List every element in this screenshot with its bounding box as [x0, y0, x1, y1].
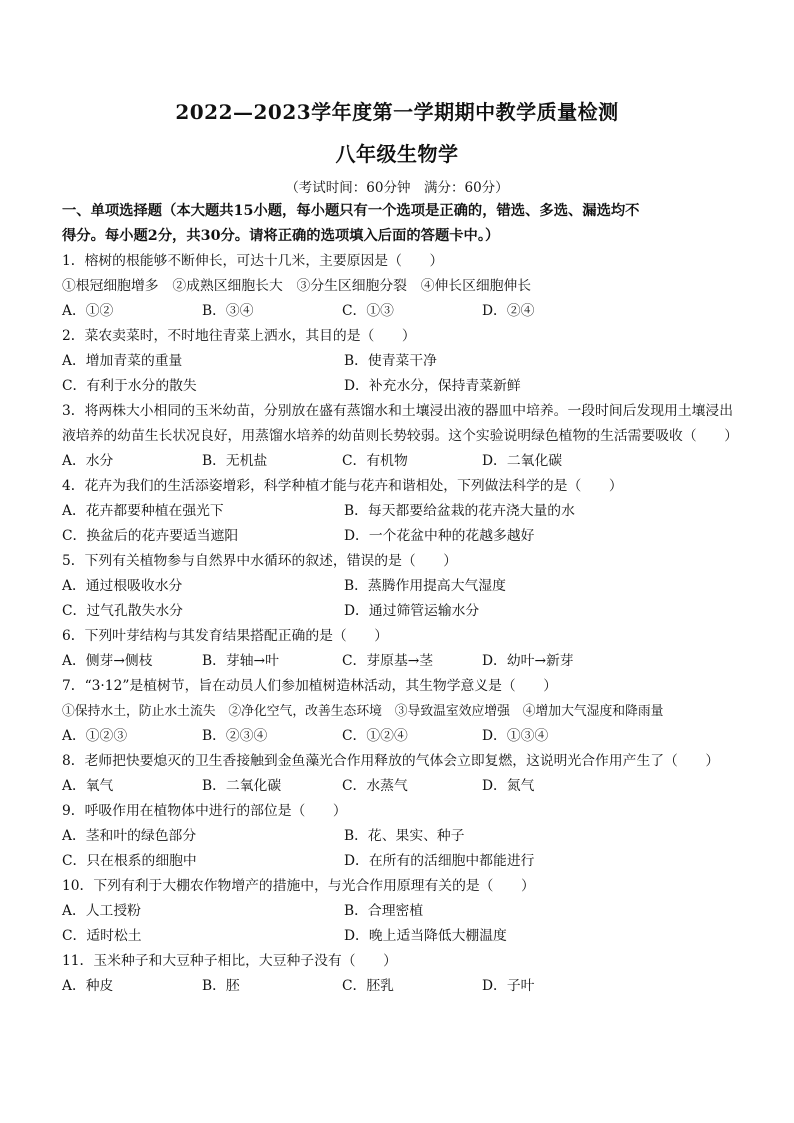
option-d: D．通过筛管运输水分 [344, 603, 480, 619]
question-options [62, 649, 734, 674]
option-d: D．子叶 [482, 978, 535, 994]
option-c: C．①③ [342, 303, 394, 319]
option-b: B．②③④ [202, 728, 268, 744]
section-heading-line2: 得分。每小题2分，共30分。请将正确的选项填入后面的答题卡中。） [62, 228, 500, 244]
question-options [62, 724, 734, 749]
question-stem: 5．下列有关植物参与自然界中水循环的叙述，错误的是（ ） [62, 553, 458, 569]
option-b: B．芽轴→叶 [202, 653, 279, 669]
subject-title: 八年级生物学 [335, 142, 459, 166]
question-options [62, 299, 734, 324]
option-d: D．②④ [482, 303, 535, 319]
option-a: A．①② [62, 303, 114, 319]
question-stem: 11．玉米种子和大豆种子相比，大豆种子没有（ ） [62, 953, 397, 969]
question-stem: 7．“3·12”是植树节，旨在动员人们参加植树造林活动，其生物学意义是（ ） [62, 678, 558, 694]
question-options [62, 374, 734, 399]
option-d: D．氮气 [482, 778, 535, 794]
question-stem: 4．花卉为我们的生活添姿增彩，科学种植才能与花卉和谐相处，下列做法科学的是（ ） [62, 478, 623, 494]
option-d: D．二氧化碳 [482, 453, 563, 469]
option-c: C．过气孔散失水分 [62, 603, 183, 619]
question-stem: 3．将两株大小相同的玉米幼苗，分别放在盛有蒸馏水和土壤浸出液的器皿中培养。一段时间后发现用土壤浸出液培养的幼苗生长状况良好，用蒸馏水培养的幼苗则长势较弱。这个实验说明绿色植物的生活需要吸收（ ） [62, 403, 739, 444]
question-stem: 10．下列有利于大棚农作物增产的措施中，与光合作用原理有关的是（ ） [62, 878, 535, 894]
option-a: A．花卉都要种植在强光下 [62, 503, 224, 519]
option-d: D．在所有的活细胞中都能进行 [344, 853, 535, 869]
question-options [62, 599, 734, 624]
question-options [62, 824, 734, 849]
question-statements: ①根冠细胞增多 ②成熟区细胞长大 ③分生区细胞分裂 ④伸长区细胞伸长 [62, 278, 532, 294]
question-stem: 6．下列叶芽结构与其发育结果搭配正确的是（ ） [62, 628, 389, 644]
option-c: C．芽原基→茎 [342, 653, 434, 669]
option-c: C．水蒸气 [342, 778, 408, 794]
question-options [62, 974, 734, 999]
option-b: B．③④ [202, 303, 254, 319]
option-a: A．水分 [62, 453, 114, 469]
option-b: B．合理密植 [344, 903, 424, 919]
option-a: A．人工授粉 [62, 903, 141, 919]
question-options [62, 574, 734, 599]
option-d: D．①③④ [482, 728, 549, 744]
option-a: A．增加青菜的重量 [62, 353, 183, 369]
question-stem: 8．老师把快要熄灭的卫生香接触到金鱼藻光合作用释放的气体会立即复燃，这说明光合作用产生了（ ） [62, 753, 720, 769]
option-b: B．二氧化碳 [202, 778, 282, 794]
question-options [62, 849, 734, 874]
option-a: A．①②③ [62, 728, 128, 744]
option-b: B．无机盐 [202, 453, 268, 469]
option-c: C．适时松土 [62, 928, 142, 944]
question-stem: 9．呼吸作用在植物体中进行的部位是（ ） [62, 803, 347, 819]
option-c: C．胚乳 [342, 978, 394, 994]
option-b: B．蒸腾作用提高大气湿度 [344, 578, 506, 594]
option-c: C．①②④ [342, 728, 408, 744]
option-d: D．一个花盆中种的花越多越好 [344, 528, 535, 544]
question-options [62, 349, 734, 374]
option-d: D．幼叶→新芽 [482, 653, 574, 669]
option-a: A．通过根吸收水分 [62, 578, 183, 594]
option-b: B．每天都要给盆栽的花卉浇大量的水 [344, 503, 575, 519]
exam-content [62, 199, 739, 999]
section-heading-line1: 一、单项选择题（本大题共15小题，每小题只有一个选项是正确的，错选、多选、漏选均不 [62, 203, 640, 219]
option-b: B．使青菜干净 [344, 353, 437, 369]
option-a: A．茎和叶的绿色部分 [62, 828, 197, 844]
option-c: C．有机物 [342, 453, 408, 469]
option-a: A．氧气 [62, 778, 114, 794]
question-options [62, 899, 734, 924]
option-c: C．有利于水分的散失 [62, 378, 197, 394]
question-options [62, 499, 734, 524]
option-a: A．种皮 [62, 978, 114, 994]
exam-title: 2022—2023学年度第一学期期中教学质量检测 [175, 100, 619, 124]
option-c: C．只在根系的细胞中 [62, 853, 197, 869]
question-options [62, 524, 734, 549]
question-options [62, 924, 734, 949]
exam-info: （考试时间：60分钟 满分：60分） [285, 180, 509, 196]
option-d: D．补充水分，保持青菜新鲜 [344, 378, 521, 394]
question-options [62, 449, 734, 474]
question-options [62, 774, 734, 799]
question-stem: 1．榕树的根能够不断伸长，可达十几米，主要原因是（ ） [62, 253, 444, 269]
question-stem: 2．菜农卖菜时，不时地往青菜上洒水，其目的是（ ） [62, 328, 416, 344]
question-statements: ①保持水土，防止水土流失 ②净化空气，改善生态环境 ③导致温室效应增强 ④增加大气湿度和降雨量 [62, 704, 664, 719]
option-d: D．晚上适当降低大棚温度 [344, 928, 507, 944]
option-b: B．胚 [202, 978, 240, 994]
option-a: A．侧芽→侧枝 [62, 653, 153, 669]
option-b: B．花、果实、种子 [344, 828, 465, 844]
option-c: C．换盆后的花卉要适当遮阳 [62, 528, 239, 544]
